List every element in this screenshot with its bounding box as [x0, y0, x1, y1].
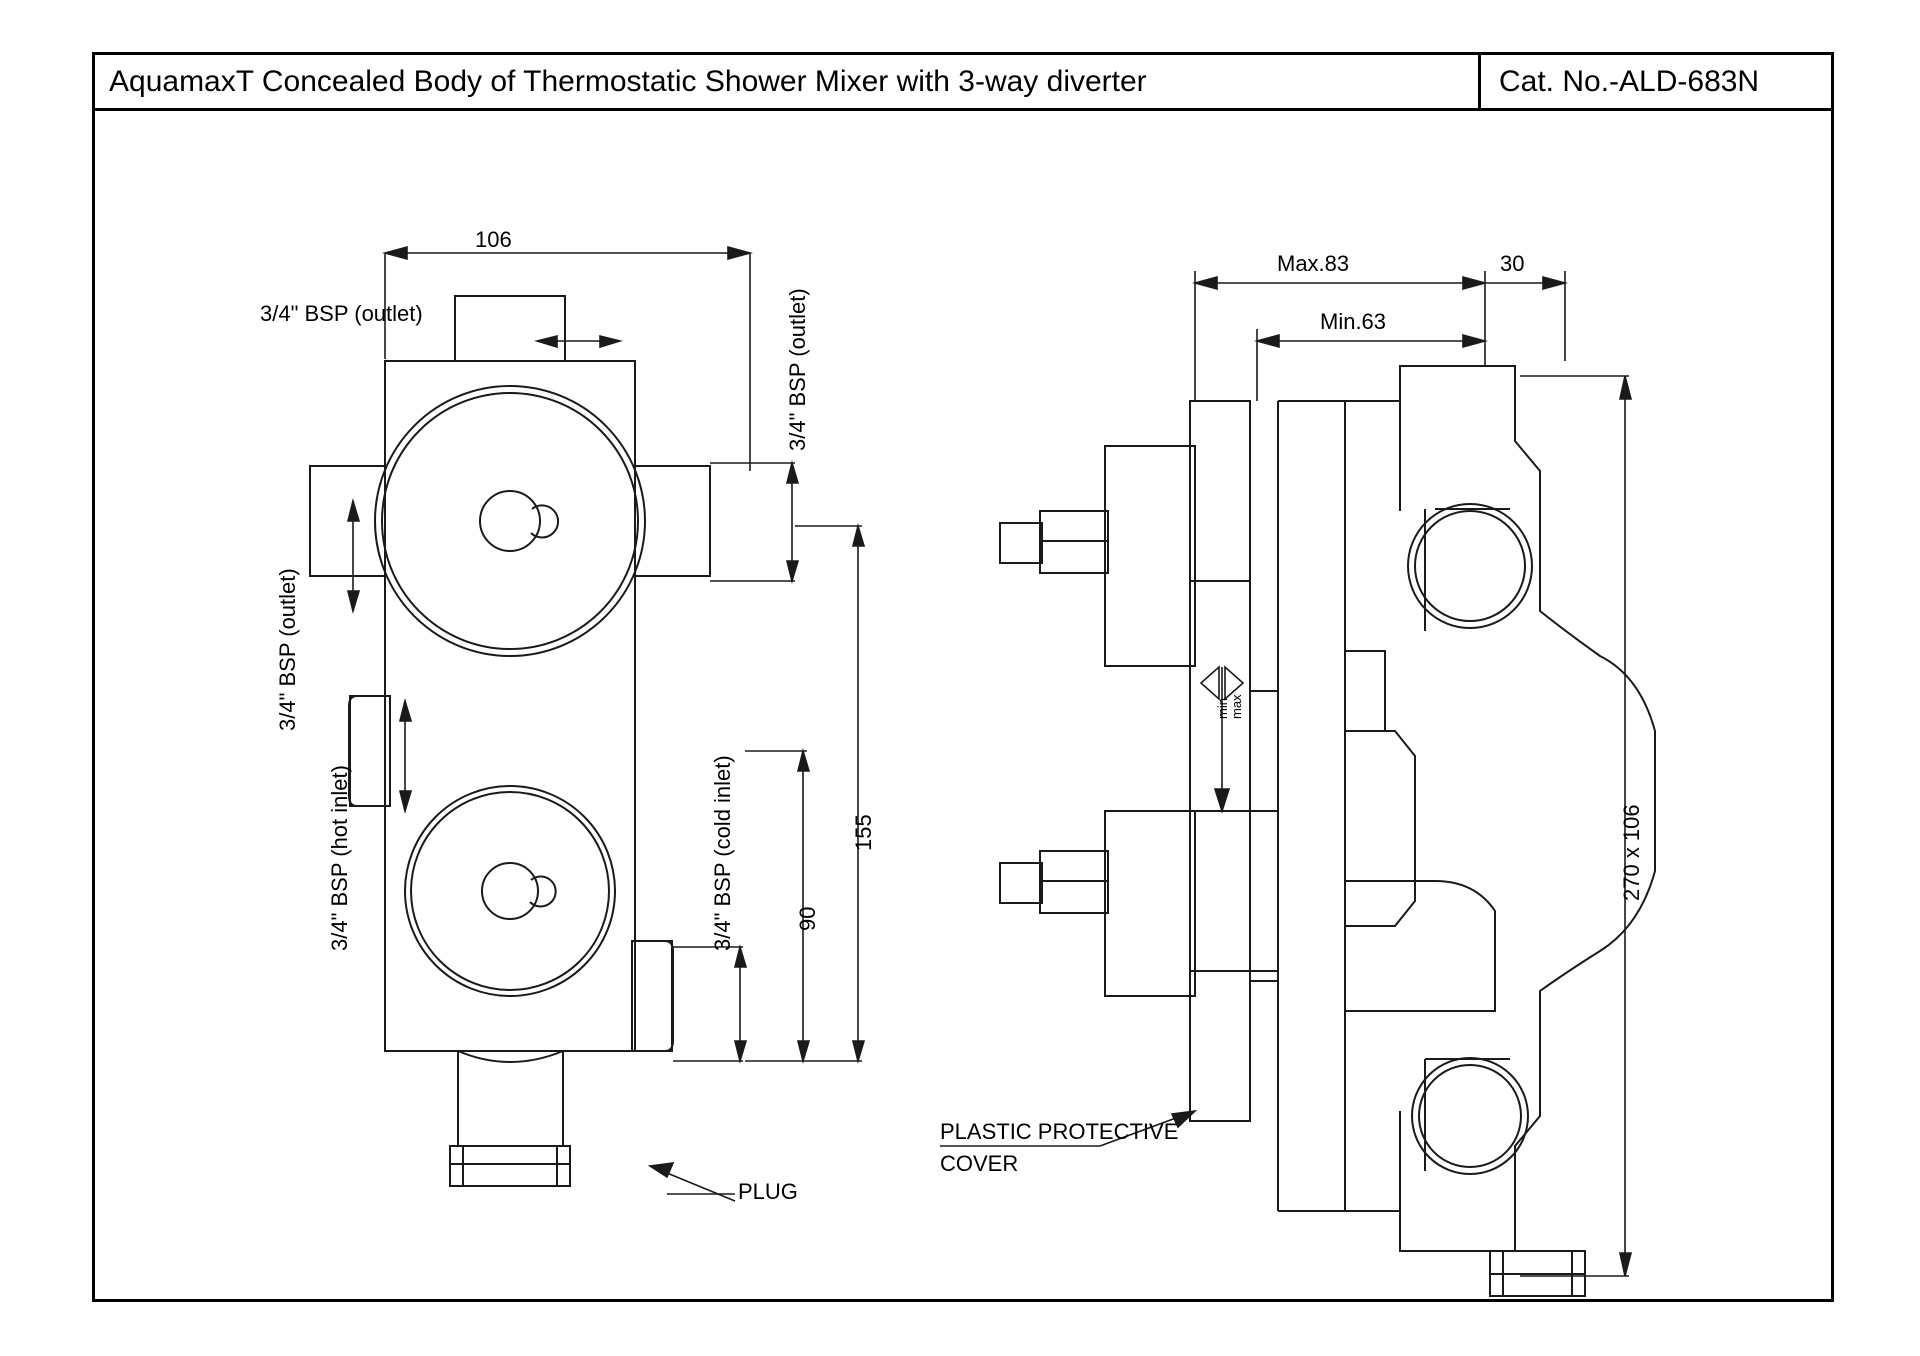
- label-plastic-cover-line2: COVER: [940, 1151, 1019, 1176]
- catalog-number: Cat. No.-ALD-683N: [1499, 65, 1760, 98]
- dim-label-155: 155: [851, 814, 876, 851]
- side-view-geometry: [1000, 366, 1655, 1296]
- label-left-outlet: 3/4" BSP (outlet): [275, 568, 300, 731]
- dim-label-90: 90: [795, 906, 820, 931]
- label-top-outlet: 3/4" BSP (outlet): [260, 301, 423, 326]
- label-plug: PLUG: [738, 1179, 798, 1204]
- title-block: [95, 55, 1831, 111]
- label-hot-inlet: 3/4" BSP (hot inlet): [327, 765, 352, 951]
- drawing-sheet: [92, 52, 1834, 1302]
- label-cold-inlet: 3/4" BSP (cold inlet): [710, 755, 735, 951]
- label-right-outlet: 3/4" BSP (outlet): [785, 288, 810, 451]
- drawing-area: [95, 111, 1831, 1302]
- dim-label-overall: 270 x 106: [1619, 804, 1644, 901]
- dim-label-30: 30: [1500, 251, 1525, 276]
- label-plastic-cover-line1: PLASTIC PROTECTIVE: [940, 1119, 1179, 1144]
- label-slider-max: max: [1229, 694, 1244, 719]
- front-view-geometry: [310, 296, 710, 1186]
- label-slider-min: min: [1215, 698, 1230, 719]
- dim-label-min63: Min.63: [1320, 309, 1387, 334]
- dim-label-106: 106: [475, 227, 512, 252]
- dim-label-max83: Max.83: [1277, 251, 1350, 276]
- title-divider: [1478, 55, 1481, 108]
- page-title: AquamaxT Concealed Body of Thermostatic Shower Mixer with 3-way diverter: [109, 65, 1147, 98]
